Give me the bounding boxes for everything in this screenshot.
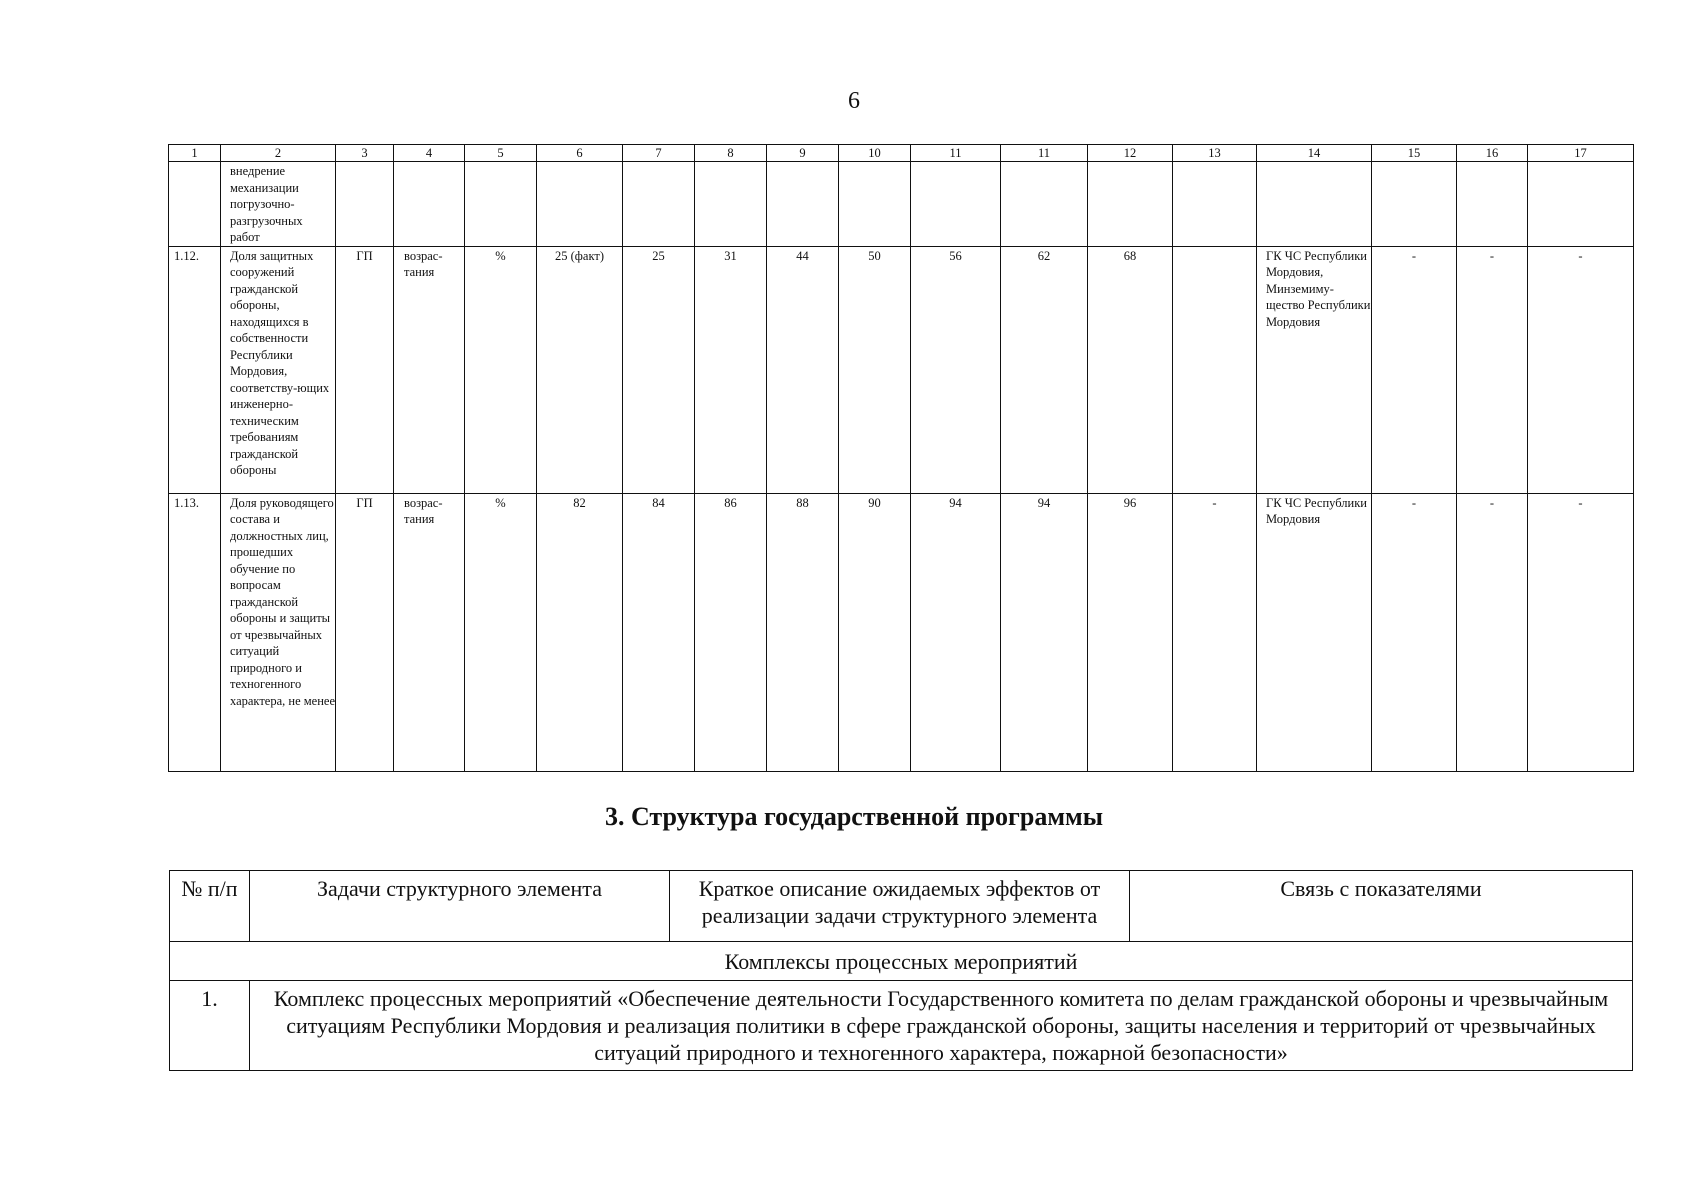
trend-cell: возрас-тания	[394, 493, 465, 771]
responsible-cell: ГК ЧС Республики Мордовия, Минземиму-щество Республики Мордовия	[1257, 246, 1372, 493]
row-number: 1.	[170, 981, 250, 1071]
unit-cell: %	[465, 246, 537, 493]
value-cell: 62	[1001, 246, 1088, 493]
value-cell: 94	[1001, 493, 1088, 771]
group-row	[170, 942, 1633, 981]
table-row-continuation	[169, 162, 1634, 247]
col-header: 9	[767, 145, 839, 162]
row-number: 1.12.	[169, 246, 221, 493]
value-cell: 50	[839, 246, 911, 493]
table-row	[169, 493, 1634, 771]
value-cell: 44	[767, 246, 839, 493]
col-header: 11	[1001, 145, 1088, 162]
col-header: 12	[1088, 145, 1173, 162]
col-header: 6	[537, 145, 623, 162]
indicator-name: Доля руководящего состава и должностных лиц, прошедших обучение по вопросам гражданской обороны и защиты от чрезвычайных ситуаций природного и техногенного характера, не менее	[221, 493, 336, 771]
value-cell: 96	[1088, 493, 1173, 771]
base-value-cell: 82	[537, 493, 623, 771]
col-header: 1	[169, 145, 221, 162]
complex-description: Комплекс процессных мероприятий «Обеспечение деятельности Государственного комитета по делам гражданской обороны и чрезвычайным ситуациям Республики Мордовия и реализация политики в сфере гражданской обороны, защиты населения и территорий от чрезвычайных ситуаций природного и техногенного характера, пожарной безопасности»	[250, 981, 1633, 1071]
value-cell: 86	[695, 493, 767, 771]
col-header-num: № п/п	[170, 871, 250, 942]
empty-cell	[1173, 246, 1257, 493]
col-header: 7	[623, 145, 695, 162]
level-cell: ГП	[336, 246, 394, 493]
value-cell: 25	[623, 246, 695, 493]
indicator-table	[168, 144, 1634, 772]
structure-header-row	[170, 871, 1633, 942]
value-cell: 90	[839, 493, 911, 771]
col-header: 3	[336, 145, 394, 162]
col-header: 4	[394, 145, 465, 162]
dash-cell: -	[1372, 246, 1457, 493]
dash-cell: -	[1173, 493, 1257, 771]
dash-cell: -	[1457, 493, 1528, 771]
trend-cell: возрас-тания	[394, 246, 465, 493]
col-header: 8	[695, 145, 767, 162]
col-header: 14	[1257, 145, 1372, 162]
value-cell: 56	[911, 246, 1001, 493]
col-header: 2	[221, 145, 336, 162]
col-header: 16	[1457, 145, 1528, 162]
row-number: 1.13.	[169, 493, 221, 771]
table-row	[170, 981, 1633, 1071]
value-cell: 88	[767, 493, 839, 771]
responsible-cell: ГК ЧС Республики Мордовия	[1257, 493, 1372, 771]
indicator-header-row	[169, 145, 1634, 162]
col-header-effects: Краткое описание ожидаемых эффектов от реализации задачи структурного элемента	[670, 871, 1130, 942]
page-number: 6	[848, 88, 860, 114]
unit-cell: %	[465, 493, 537, 771]
indicator-name: Доля защитных сооружений гражданской обороны, находящихся в собственности Республики Мордовия, соответству-ющих инженерно-техническим требованиям гражданской обороны	[221, 246, 336, 493]
indicator-name: внедрение механизации погрузочно-разгрузочных работ	[221, 162, 336, 247]
col-header: 13	[1173, 145, 1257, 162]
value-cell: 94	[911, 493, 1001, 771]
col-header: 10	[839, 145, 911, 162]
col-header: 11	[911, 145, 1001, 162]
level-cell: ГП	[336, 493, 394, 771]
table-row	[169, 246, 1634, 493]
value-cell: 84	[623, 493, 695, 771]
col-header-tasks: Задачи структурного элемента	[250, 871, 670, 942]
col-header-link: Связь с показателями	[1130, 871, 1633, 942]
value-cell: 31	[695, 246, 767, 493]
group-title: Комплексы процессных мероприятий	[170, 942, 1633, 981]
section-heading: 3. Структура государственной программы	[604, 802, 1104, 831]
base-value-cell: 25 (факт)	[537, 246, 623, 493]
col-header: 15	[1372, 145, 1457, 162]
dash-cell: -	[1457, 246, 1528, 493]
dash-cell: -	[1528, 493, 1634, 771]
col-header: 5	[465, 145, 537, 162]
dash-cell: -	[1528, 246, 1634, 493]
col-header: 17	[1528, 145, 1634, 162]
structure-table	[169, 870, 1633, 1071]
dash-cell: -	[1372, 493, 1457, 771]
value-cell: 68	[1088, 246, 1173, 493]
